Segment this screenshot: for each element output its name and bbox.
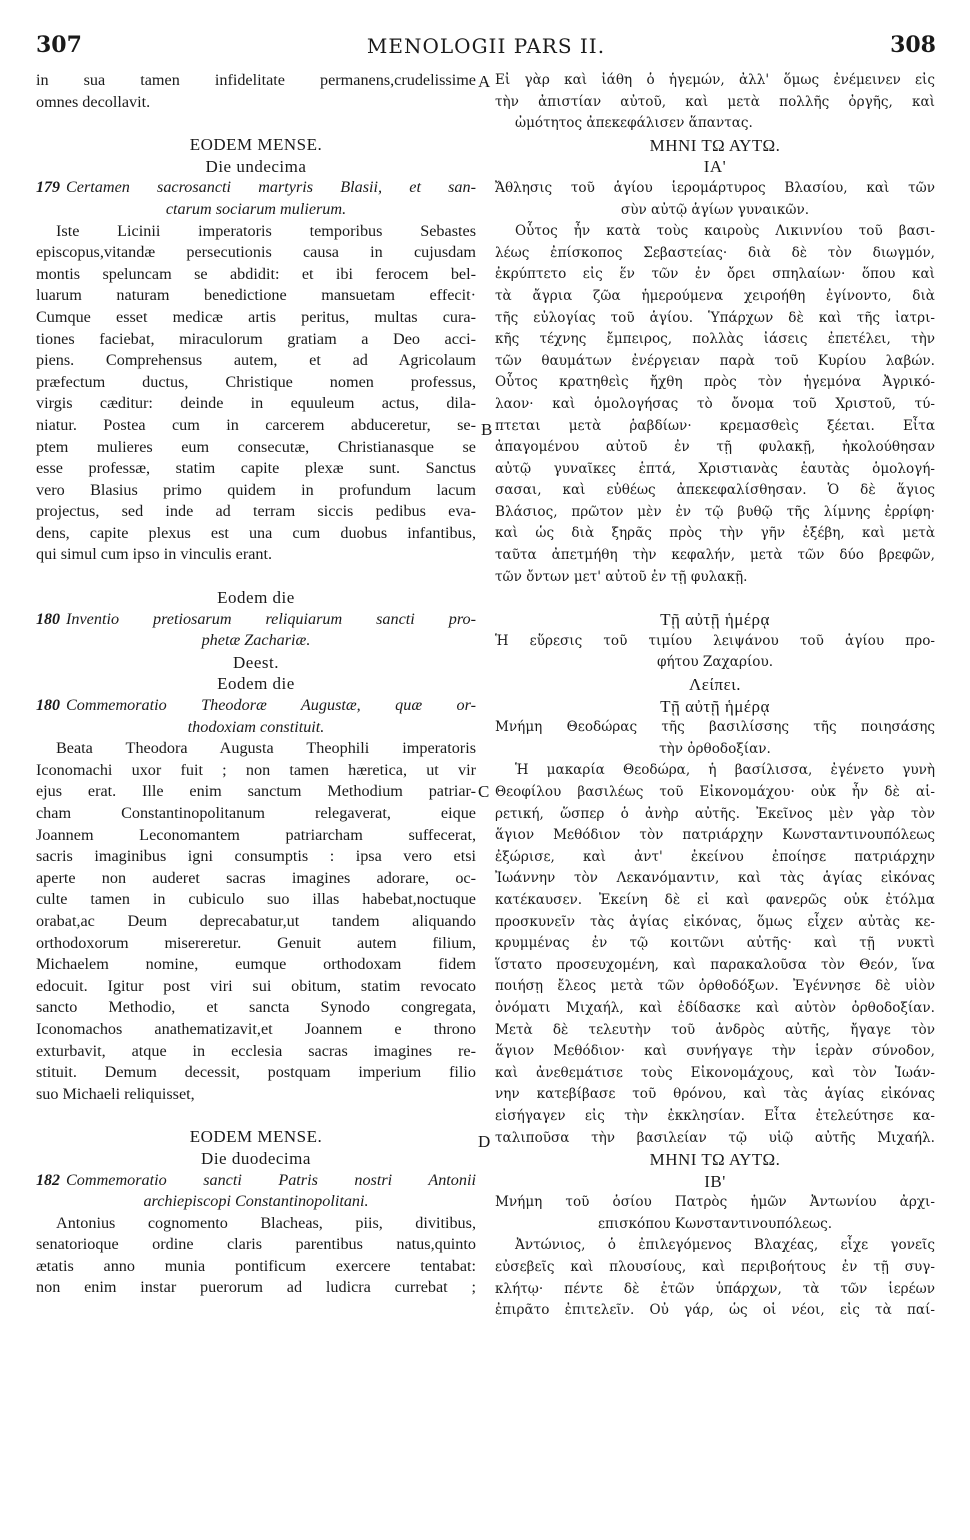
latin-column bbox=[36, 70, 476, 1299]
latin-text-line: Iconomachi uxor fuit ; non tamen hæretica, ut vir bbox=[36, 760, 476, 779]
latin-spacer bbox=[36, 566, 476, 587]
latin-text-line: tiones faciebat, miraculorum gratiam a Deo acci- bbox=[36, 329, 476, 348]
latin-text-line: edocuit. Igitur post viri sui obitum, statim revocato bbox=[36, 976, 476, 995]
latin-text-line: Die undecima bbox=[205, 156, 307, 176]
greek-text-line: Ἰωάννην τὸν Λεκανόμαντιν, καὶ τὰς ἁγίας εἰκόνας bbox=[495, 870, 935, 887]
greek-text-line: σασαι, καὶ εὐθέως ἀπεκεφαλίσθησαν. Ὁ δὲ ἅγιος bbox=[495, 482, 935, 499]
greek-text-line: κατέκαυσεν. Ἐκείνη δὲ εἰ καὶ φανερῶς οὐκ ἐτόλμα bbox=[495, 891, 935, 908]
greek-text-line: Τῇ αὐτῇ ἡμέρᾳ bbox=[660, 696, 770, 716]
latin-text-line bbox=[36, 609, 476, 631]
greek-text-line: Μνήμη τοῦ ὁσίου Πατρὸς ἡμῶν Ἀντωνίου ἀρχι- bbox=[495, 1194, 935, 1211]
greek-text-line: ὠμότητος ἀπεκεφάλισεν ἅπαντας. bbox=[515, 115, 753, 132]
greek-text-line: ἅγιον Μεθόδιον· καὶ συνήγαγε τὴν ἱερὰν σύνοδον, bbox=[495, 1043, 935, 1060]
greek-text-line: τῶν ὄντων μετ' αὐτοῦ ἐν τῇ φυλακῇ. bbox=[495, 568, 748, 585]
page-number-right: 308 bbox=[890, 32, 936, 58]
latin-text-line: piens. Comprehensus autem, et ad Agricolaum bbox=[36, 351, 476, 370]
greek-text-line: εἰσήγαγεν εἰς τὴν ἐκκλησίαν. Εἶτα ἐτελεύτησε κα- bbox=[495, 1107, 935, 1124]
entry-number: 179 bbox=[36, 179, 60, 197]
greek-text-line: Βλάσιος, πρῶτον μὲν ἐν τῷ βυθῷ τῆς λίμνης ἐρρίφη· bbox=[495, 503, 935, 520]
margin-letter-a: A bbox=[478, 72, 491, 91]
latin-text-line: phetæ Zachariæ. bbox=[201, 631, 311, 650]
latin-text-line: Beata Theodora Augusta Theophili imperatoris bbox=[56, 739, 476, 758]
latin-text-line: ejus erat. Ille enim sanctum Methodium patriar- bbox=[36, 782, 476, 801]
latin-text-line: ctarum sociarum mulierum. bbox=[165, 199, 347, 218]
entry-title: Commemoratio sancti Patris nostri Antonii bbox=[66, 1170, 476, 1189]
latin-text-line: esse professæ, statim capite plexæ sunt. Sanctus bbox=[36, 459, 476, 478]
page-number-left: 307 bbox=[36, 32, 82, 58]
latin-text-line bbox=[36, 1170, 476, 1192]
greek-text-line: ΜΗΝΙ ΤΩ ΑΥΤΩ. bbox=[649, 135, 781, 155]
latin-text-line: projectus, sed inde ad terram siccis pedibus eva- bbox=[36, 502, 476, 521]
latin-text-line: episcopus,vitandæ persecutionis causa in cujusdam bbox=[36, 243, 476, 262]
greek-text-line: Τῇ αὐτῇ ἡμέρᾳ bbox=[660, 610, 770, 630]
greek-text-line: ΜΗΝΙ ΤΩ ΑΥΤΩ. bbox=[649, 1150, 781, 1170]
greek-text-line: Θεοφίλου βασιλέως τοῦ Εἰκονομάχου· οὐκ ἦν δὲ αἱ- bbox=[495, 784, 935, 800]
greek-text-line: ἅγιον Μεθόδιον τὸν πατριάρχην Κωνσταντινουπόλεως bbox=[495, 827, 935, 844]
greek-text-line: σὺν αὐτῷ ἁγίων γυναικῶν. bbox=[620, 201, 810, 218]
latin-text-line bbox=[36, 177, 476, 199]
latin-text-line: dens, capite plexus est una cum duobus infantibus, bbox=[36, 523, 476, 542]
greek-text-line: ἐκρύπτετο εἰς ἕν τῶν ἐν ὄρει σπηλαίων· ὅπου καὶ bbox=[495, 266, 935, 283]
margin-letter-c: C bbox=[478, 782, 490, 801]
greek-text-line: επισκόπου Κωνσταντινουπόλεως. bbox=[597, 1215, 833, 1232]
greek-text-line: λέως ἐπίσκοπος Σεβαστείας· διὰ δὲ τὸν διωγμόν, bbox=[495, 244, 935, 261]
latin-text-line: qui simul cum ipso in vinculis erant. bbox=[36, 545, 273, 564]
greek-text-line: κλήτῳ· πέντε δὲ ἐτῶν ὑπάρχων, τὰ τῶν ἱερέων bbox=[495, 1280, 935, 1297]
latin-text-line: Eodem die bbox=[217, 588, 295, 608]
greek-text-line: τῆς εὐλογίας τοῦ ἁγίου. Ὑπάρχων δὲ καὶ τῆς ἰατρι- bbox=[495, 309, 935, 326]
latin-text-line: suo Michaeli reliquisset, bbox=[36, 1084, 195, 1103]
latin-text-line: Cumque esset medicæ artis peritus, multas cura- bbox=[36, 307, 476, 326]
greek-text-line: εὐσεβεῖς καὶ πλουσίους, καὶ περιβοήτους ἐν τῇ συγ- bbox=[495, 1259, 935, 1276]
greek-column bbox=[495, 70, 935, 1322]
latin-text-line: Antonius cognomento Blacheas, piis, divitibus, bbox=[56, 1213, 476, 1232]
greek-text-line: κῆς τέχνης ἔμπειρος, πολλὰς ἰάσεις ἐπετέλει, τὴν bbox=[495, 331, 935, 348]
greek-text-line: ρετική, ὥσπερ ὁ ἀνὴρ αὐτῆς. Ἐκεῖνος μὲν γὰρ τὸν bbox=[495, 805, 935, 822]
latin-text-line: orthodoxorum misereretur. Genuit autem filium, bbox=[36, 933, 476, 952]
greek-text-line: φήτου Ζαχαρίου. bbox=[656, 654, 774, 671]
latin-text-line: thodoxiam constituit. bbox=[187, 717, 325, 736]
margin-letter-d: D bbox=[478, 1132, 491, 1151]
latin-text-line: aperte non auderet sacras imagines adorare, oc- bbox=[36, 868, 476, 887]
greek-text-line: αὐτῷ γυναῖκες ἑπτά, Χριστιανὰς ἑαυτὰς ὁμολογή- bbox=[495, 460, 935, 477]
latin-text-line: montis speluncam se abdidit: et ibi ferocem bel- bbox=[36, 264, 476, 283]
latin-text-line bbox=[36, 695, 476, 717]
latin-text-line: Eodem die bbox=[217, 674, 295, 694]
entry-number: 182 bbox=[36, 1171, 60, 1189]
greek-text-line: ταῦτα ἀπετμήθη τὴν κεφαλήν, μετὰ τῶν δύο βρεφῶν, bbox=[495, 547, 935, 564]
entry-number: 180 bbox=[36, 697, 60, 715]
latin-text-line: sacris imaginibus igni consumptis : ipsa vero etsi bbox=[36, 847, 476, 866]
greek-text-line: καὶ ὡς διὰ ξηρᾶς πρὸς τὴν γῆν ἐξέβη, καὶ μετὰ bbox=[495, 525, 935, 542]
latin-text-line: ptem mulieres eum consecutæ, Christianasque se bbox=[36, 437, 476, 456]
latin-text-line: omnes decollavit. bbox=[36, 92, 151, 111]
greek-text-line: ἵστατο προσευχομένη, καὶ παρακαλοῦσα τὸν Θεόν, ἵνα bbox=[495, 956, 935, 973]
greek-text-line: ΙΑ' bbox=[703, 157, 727, 177]
greek-text-line: καὶ ἀνεθεμάτισε τοὺς Εἰκονομάχους, καὶ τὸν Ἰωάν- bbox=[495, 1064, 935, 1081]
greek-text-line: Ἡ εὕρεσις τοῦ τιμίου λειψάνου τοῦ ἁγίου προ- bbox=[495, 632, 935, 649]
latin-text-line: Iconomachos anathematizavit,et Joannem e throno bbox=[36, 1019, 476, 1038]
margin-letter-b: B bbox=[481, 420, 493, 439]
latin-text-line: EODEM MENSE. bbox=[189, 1127, 323, 1147]
greek-spacer bbox=[495, 588, 935, 609]
greek-text-line: Μνήμη Θεοδώρας τῆς βασιλίσσης τῆς ποιησάσης bbox=[495, 719, 935, 736]
greek-text-line: ἐξώρισε, καὶ ἀντ' ἐκείνου ἐποίησε πατριάρχην bbox=[495, 848, 935, 865]
greek-text-line: προσκυνεῖν τὰς ἁγίας εἰκόνας, ὅμως εἶχεν αὐτὰς κε- bbox=[495, 913, 935, 930]
greek-text-line: ποιήσῃ ἔλεος μετὰ τῶν ὀρθοδόξων. Ἐγέννησε δὲ υἱὸν bbox=[495, 978, 935, 995]
latin-spacer bbox=[36, 113, 476, 134]
entry-number: 180 bbox=[36, 610, 60, 628]
latin-text-line: non enim instar puerorum ad ludicra currebat ; bbox=[36, 1278, 476, 1297]
latin-text-line: culte tamen in cubiculo suo illas habebat,noctuque bbox=[36, 890, 476, 909]
greek-text-line: νην κατεβίβασε τοῦ θρόνου, καὶ τὰς ἁγίας εἰκόνας bbox=[495, 1086, 935, 1103]
latin-text-line: Joannem Leconomantem patriarcham suffecerat, bbox=[36, 825, 476, 844]
latin-text-line: exturbavit, atque in ecclesia sacras imagines re- bbox=[36, 1041, 476, 1060]
greek-text-line: τῶν θαυμάτων ἐνέργειαν παρὰ τοῦ Κυρίου λαβών. bbox=[495, 352, 935, 369]
greek-text-line: Μετὰ δὲ τελευτὴν τοῦ ἀνδρὸς αὐτῆς, ἤγαγε τὸν bbox=[495, 1021, 935, 1038]
latin-text-line: archiepiscopi Constantinopolitani. bbox=[143, 1192, 369, 1211]
greek-text-line: ἐπιρᾶτο ἐπιτελεῖν. Οὐ γάρ, ὡς οἱ νέοι, εἰς τὰ παί- bbox=[495, 1302, 935, 1319]
running-header bbox=[36, 32, 936, 66]
greek-text-line: ἀπαγομένου αὐτοῦ ἐν τῇ φυλακῇ, ἠκολούθησαν bbox=[495, 439, 935, 456]
latin-text-line: stituit. Demum decessit, postquam imperium filio bbox=[36, 1063, 476, 1082]
greek-text-line: τὴν ὀρθοδοξίαν. bbox=[659, 740, 771, 757]
latin-text-line: virgis cæditur: deinde in equuleum actus, dila- bbox=[36, 394, 476, 413]
greek-text-line: Ἄθλησις τοῦ ἁγίου ἱερομάρτυρος Βλασίου, καὶ τῶν bbox=[495, 179, 935, 196]
greek-text-line: κρυμμένας ἐν τῷ κοιτῶνι αὐτῆς· καὶ τῇ νυκτὶ bbox=[495, 935, 935, 952]
greek-text-line: Εἰ γὰρ καὶ ἰάθη ὁ ἡγεμών, ἀλλ' ὅμως ἐνέμεινεν εἰς bbox=[495, 72, 935, 88]
latin-text-line: Deest. bbox=[233, 652, 279, 672]
greek-text-line: πτεται μετὰ ῥαβδίων· κρεμασθεὶς ξέεται. Εἶτα bbox=[495, 417, 935, 434]
greek-text-line: τὴν ἀπιστίαν αὐτοῦ, καὶ μετὰ πολλῆς ὀργῆς, καὶ bbox=[495, 93, 935, 110]
entry-title: Certamen sacrosancti martyris Blasii, et san- bbox=[66, 178, 476, 197]
greek-text-line: Λείπει. bbox=[688, 675, 742, 695]
greek-text-line: τὰ ἄγρια ζῶα ἡμερούμενα χειροήθη ἐγίνοντο, διὰ bbox=[495, 287, 935, 304]
latin-spacer bbox=[36, 1105, 476, 1126]
greek-text-line: λαον· καὶ ὁμολογήσας τὸ ὄνομα τοῦ Χριστοῦ, τύ- bbox=[495, 395, 935, 412]
latin-text-line: præfectum ductus, Christique nomen professus, bbox=[36, 372, 476, 391]
latin-text-line: Iste Licinii imperatoris temporibus Sebastes bbox=[56, 221, 476, 240]
latin-text-line: EODEM MENSE. bbox=[189, 135, 323, 155]
greek-text-line: Οὗτος ἦν κατὰ τοὺς καιροὺς Λικιννίου τοῦ βασι- bbox=[515, 223, 935, 240]
latin-text-line: in sua tamen infidelitate permanens,crudelissime bbox=[36, 71, 476, 89]
greek-text-line: Ἀντώνιος, ὁ ἐπιλεγόμενος Βλαχέας, εἶχε γονεῖς bbox=[515, 1237, 935, 1254]
latin-text-line: Michaelem nomine, eumque orthodoxam fidem bbox=[36, 955, 476, 974]
entry-title: Inventio pretiosarum reliquiarum sancti pro- bbox=[66, 609, 476, 628]
greek-text-line: Οὗτος κρατηθεὶς ἤχθη πρὸς τὸν ἡγεμόνα Ἀγρικό- bbox=[495, 374, 935, 391]
latin-text-line: luarum naturam benedictione mansuetam effecit· bbox=[36, 286, 476, 305]
entry-title: Commemoratio Theodoræ Augustæ, quæ or- bbox=[66, 696, 476, 715]
latin-text-line: sancto Methodio, et sancta Synodo congregata, bbox=[36, 998, 476, 1017]
greek-text-line: ταλιποῦσα τὴν βασιλείαν τῷ υἱῷ αὐτῆς Μιχαήλ. bbox=[495, 1129, 935, 1146]
latin-text-line: orabat,ac Deum deprecabatur,ut tandem aliquando bbox=[36, 911, 476, 930]
latin-text-line: vero Blasius primo quidem in profundum lacum bbox=[36, 480, 476, 499]
latin-text-line: Die duodecima bbox=[201, 1148, 311, 1168]
greek-text-line: ΙΒ' bbox=[704, 1171, 726, 1191]
latin-text-line: cham Constantinopolitanum relegaverat, eique bbox=[36, 804, 476, 822]
greek-text-line: ὀνόματι Μιχαήλ, καὶ ἐδίδασκε καὶ αὐτὸν ὀρθοδοξίαν. bbox=[495, 999, 935, 1016]
latin-text-line: senatorioque ordine claris parentibus natus,quinto bbox=[36, 1235, 476, 1254]
running-title: MENOLOGII PARS II. bbox=[366, 34, 606, 58]
greek-text-line: Ἡ μακαρία Θεοδώρα, ἡ βασίλισσα, ἐγένετο γυνὴ bbox=[515, 762, 935, 779]
latin-text-line: niatur. Postea cum in carcerem abduceretur, se- bbox=[36, 415, 476, 434]
latin-text-line: ætatis anno munia pontificum exercere tentabat: bbox=[36, 1256, 476, 1275]
